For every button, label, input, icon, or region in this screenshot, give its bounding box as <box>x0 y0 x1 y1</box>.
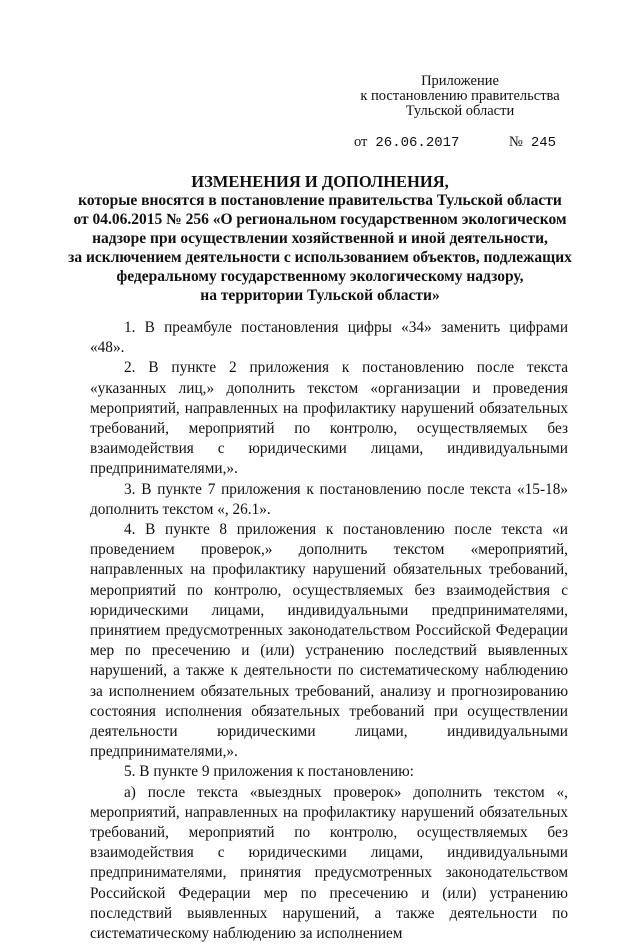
number-value: 245 <box>530 135 557 151</box>
document-title <box>60 172 580 305</box>
title-line: федеральному государственному экологическому надзору, <box>116 268 524 285</box>
paragraph-3: 3. В пункте 7 приложения к постановлению после текста «15-18» дополнить текстом «, 26.1». <box>90 480 568 518</box>
paragraph-1: 1. В преамбуле постановления цифры «34» заменить цифрами «48». <box>90 319 568 357</box>
date-value: 26.06.2017 <box>375 135 460 151</box>
appendix-line-1: Приложение <box>421 73 499 89</box>
number-label: № <box>509 134 523 150</box>
title-line: на территории Тульской области» <box>200 287 440 304</box>
title-heading: ИЗМЕНЕНИЯ И ДОПОЛНЕНИЯ, <box>191 172 449 191</box>
date-label: от <box>354 134 368 150</box>
appendix-line-3: Тульской области <box>405 103 515 119</box>
document-body <box>90 318 568 944</box>
paragraph-2: 2. В пункте 2 приложения к постановлению после текста «указанных лиц,» дополнить текстом «организации и проведения мероприятий, направленных на профилактику нарушений обязательных требований, мероприятий по контролю, осуществляемых без взаимодействия с юридическими лицами, индивидуальными предпринимателями,». <box>90 359 568 478</box>
paragraph-5: 5. В пункте 9 приложения к постановлению: <box>124 763 414 781</box>
paragraph-4: 4. В пункте 8 приложения к постановлению после текста «и проведением проверок,» дополнить текстом «мероприятий, направленных на профилактику нарушений обязательных требований, мероприятий по контролю, осуществляемых без взаимодействия с юридическими лицами, индивидуальными предпринимателями, принятием предусмотренных законодательством Российской Федерации мер по пресечению и (или) устранению последствий выявленных нарушений, а также к деятельности по систематическому наблюдению за исполнением обязательных требований, анализу и прогнозированию состояния исполнения обязательных требований при осуществлении деятельности юридическими лицами, индивидуальными предпринимателями,». <box>90 521 568 761</box>
appendix-header <box>340 74 580 119</box>
number-field <box>509 134 556 151</box>
title-line: которые вносятся в постановление правительства Тульской области <box>78 192 562 209</box>
date-field <box>354 134 459 151</box>
title-line: надзоре при осуществлении хозяйственной и иной деятельности, <box>92 230 548 247</box>
title-line: за исключением деятельности с использованием объектов, подлежащих <box>68 249 572 266</box>
appendix-line-2: к постановлению правительства <box>360 88 560 104</box>
title-line: от 04.06.2015 № 256 «О региональном государственном экологическом <box>73 211 567 228</box>
paragraph-5a: а) после текста «выездных проверок» дополнить текстом «, мероприятий, направленных на профилактику нарушений обязательных требований, мероприятий по контролю, осуществляемых без взаимодействия с юридическими лицами, индивидуальными предпринимателями, принятия предусмотренных законодательством Российской Федерации мер по пресечению и (или) устранению последствий выявленных нарушений, а также деятельности по систематическому наблюдению за исполнением <box>90 783 568 943</box>
